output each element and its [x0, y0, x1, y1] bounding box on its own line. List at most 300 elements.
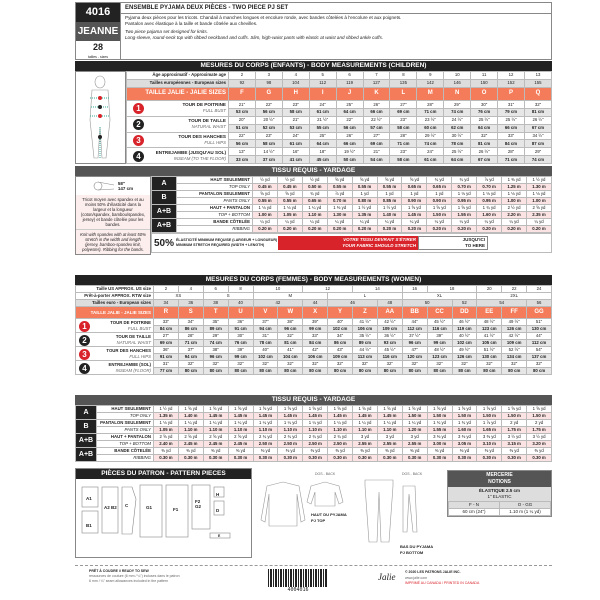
- cm-cell: 126 cm: [502, 326, 527, 333]
- cm-cell: 77 cm: [154, 368, 179, 375]
- yard-cell: 1 ¼ yd: [178, 420, 203, 427]
- rtw-row: [76, 293, 552, 300]
- view-letter: A+B: [152, 219, 177, 233]
- age-row-cell: 5: [309, 72, 336, 80]
- meter-cell: 1.50 m: [427, 413, 452, 420]
- footer-divider: [75, 565, 552, 566]
- yardage-row: [76, 420, 552, 427]
- yard-cell: ⅜ yd: [154, 448, 179, 455]
- meter-cell: 1.05 m: [277, 212, 302, 219]
- euro-row-women-cell: 40: [228, 300, 253, 307]
- yard-cell: 1 ⅝ yd: [402, 406, 427, 413]
- meter-cell: 0.45 m: [253, 184, 278, 191]
- cm-cell: 80 cm: [427, 368, 452, 375]
- inch-cell: 32": [278, 333, 303, 340]
- yard-cell: 2 yd: [502, 420, 527, 427]
- inch-cell: 42": [303, 347, 328, 354]
- inch-cell: 32": [328, 361, 353, 368]
- piece-label: F1: [173, 507, 179, 512]
- yard-cell: 1 ⅝ yd: [527, 406, 552, 413]
- meter-cell: 1.00 m: [253, 212, 278, 219]
- inch-cell: 24 ½": [444, 116, 471, 124]
- yard-cell: 1 ¼ yd: [228, 420, 253, 427]
- yard-cell: 1 ⅝ yd: [278, 406, 303, 413]
- cm-cell: 109 cm: [377, 326, 402, 333]
- cm-cell: 74 cm: [444, 108, 471, 116]
- cm-cell: 123 cm: [427, 354, 452, 361]
- meter-cell: 1.75 m: [527, 427, 552, 434]
- notions: [447, 470, 552, 517]
- inch-cell: 31": [253, 333, 278, 340]
- inch-cell: 42 ½": [502, 333, 527, 340]
- meter-cell: 1.05 m: [154, 427, 179, 434]
- meter-cell: 1.10 m: [228, 427, 253, 434]
- inch-cell: 28": [417, 101, 444, 109]
- inch-cell: 32": [203, 361, 228, 368]
- yard-cell: 2 ⅝ yd: [154, 434, 179, 441]
- cm-cell: 99 cm: [228, 354, 253, 361]
- rtw-row-cell: M: [253, 293, 328, 300]
- cm-cell: 80 cm: [203, 368, 228, 375]
- age-row-cell: 9: [417, 72, 444, 80]
- cm-cell: 84 cm: [498, 140, 525, 148]
- view-letter: B: [76, 420, 97, 434]
- cm-cell: 45 cm: [309, 156, 336, 164]
- meter-cell: 0.30 m: [477, 455, 502, 462]
- inch-cell: 44": [527, 333, 552, 340]
- cm-cell: 80 cm: [353, 368, 378, 375]
- yardage-row: [76, 448, 552, 455]
- cm-cell: 80 cm: [228, 368, 253, 375]
- inch-cell: 20": [229, 116, 256, 124]
- yard-cell: ⅝ yd: [352, 177, 377, 184]
- age-row-cell: 11: [471, 72, 498, 80]
- yard-cell: ⅝ yd: [327, 177, 352, 184]
- notions-table: [448, 501, 551, 516]
- inch-cell: 25": [336, 101, 363, 109]
- meter-cell: 1.75 m: [502, 427, 527, 434]
- inch-cell: 39": [303, 319, 328, 326]
- meter-cell: 1.45 m: [402, 212, 427, 219]
- inch-cell: 48 ½": [427, 347, 452, 354]
- meter-cell: 1.60 m: [452, 427, 477, 434]
- euro-row-cell: 104: [282, 79, 309, 87]
- euro-row-women-cell: 36: [178, 300, 203, 307]
- inch-cell: 23": [255, 132, 282, 140]
- meter-cell: 1.10 m: [278, 427, 303, 434]
- yard-cell: ⅜ yd: [328, 448, 353, 455]
- barcode-number: 4004016: [287, 587, 309, 593]
- yardage-label: HAUT + PANTALON: [97, 434, 154, 441]
- yard-cell: 1 ⅛ yd: [253, 205, 278, 212]
- inch-cell: 49 ½": [452, 347, 477, 354]
- euro-row-women-cell: 44: [303, 300, 328, 307]
- cm-cell: 80 cm: [527, 368, 552, 375]
- age-row-cell: 6: [336, 72, 363, 80]
- cm-cell: 91 cm: [154, 354, 179, 361]
- stretch-target: JUSQU'ICI TO HERE: [418, 236, 488, 250]
- euro-row-cell: 135: [390, 79, 417, 87]
- meter-cell: 0.70 m: [327, 198, 352, 205]
- cm-cell: 57 cm: [363, 124, 390, 132]
- inch-cell: 16": [282, 148, 309, 156]
- jalie-row-cell: G: [255, 87, 282, 100]
- us-row-cell: 20: [477, 286, 502, 293]
- meter-cell: 0.30 m: [154, 455, 179, 462]
- meter-cell: 1.50 m: [402, 413, 427, 420]
- meter-cell: 0.50 m: [302, 184, 327, 191]
- pattern-pieces: [75, 468, 252, 558]
- jalie-row-women-cell: DD: [452, 307, 477, 319]
- us-row-cell: 4: [178, 286, 203, 293]
- inch-cell: 43": [328, 347, 353, 354]
- yard-cell: 1 ⅛ yd: [477, 191, 502, 198]
- meter-cell: 3.10 m: [477, 441, 502, 448]
- rtw-row-cell: 2XL: [477, 293, 552, 300]
- meter-cell: 1.20 m: [402, 427, 427, 434]
- euro-row-women-cell: 46: [328, 300, 378, 307]
- inch-cell: 35 ½": [353, 333, 378, 340]
- euro-row-cell: 92: [229, 79, 256, 87]
- cm-cell: 71 cm: [417, 108, 444, 116]
- yard-cell: ⅜ yd: [427, 448, 452, 455]
- yardage-label: HAUT + PANTALON: [177, 205, 253, 212]
- cm-cell: 109 cm: [328, 354, 353, 361]
- inch-cell: 48 ½": [477, 319, 502, 326]
- yard-cell: 1 ⅛ yd: [502, 191, 527, 198]
- yard-cell: 3 ⅜ yd: [477, 434, 502, 441]
- euro-row-women-label: Tailles euro - European sizes: [76, 300, 154, 307]
- cm-cell: 102 cm: [253, 354, 278, 361]
- jalie-row-women-cell: W: [278, 307, 303, 319]
- piece-label: D: [216, 508, 220, 513]
- cm-cell: 102 cm: [328, 326, 353, 333]
- meter-cell: 1.10 m: [302, 212, 327, 219]
- meter-cell: 0.20 m: [253, 226, 278, 233]
- stretch-en: MINIMUM STRETCH REQUIRED (WIDTH + LENGTH): [176, 243, 265, 247]
- cm-cell: 74 cm: [203, 340, 228, 347]
- women-table: [75, 285, 552, 375]
- yard-cell: 1 ½ yd: [352, 205, 377, 212]
- inch-cell: 29 ½": [417, 132, 444, 140]
- inch-cell: 46 ½": [452, 319, 477, 326]
- euro-row-cell: 127: [363, 79, 390, 87]
- us-row-cell: 8: [228, 286, 253, 293]
- meter-cell: 1.00 m: [526, 198, 551, 205]
- meter-cell: 0.30 m: [452, 455, 477, 462]
- inch-cell: 29": [203, 333, 228, 340]
- meter-cell: 1.45 m: [353, 413, 378, 420]
- cm-cell: 80 cm: [452, 368, 477, 375]
- view-letter: A: [152, 177, 177, 191]
- meter-cell: 1.50 m: [452, 413, 477, 420]
- jalie-row-women-label: TAILLE JALIE - JALIE SIZES: [76, 307, 154, 319]
- euro-row-women: [76, 300, 552, 307]
- yard-cell: 3 yd: [402, 434, 427, 441]
- piece-label: C: [125, 503, 129, 508]
- cm-cell: 80 cm: [278, 368, 303, 375]
- measure-row: [127, 132, 552, 140]
- yard-cell: ⅜ yd: [452, 448, 477, 455]
- yard-cell: 1 ¼ yd: [328, 420, 353, 427]
- yard-cell: 1 ⅝ yd: [452, 406, 477, 413]
- yard-cell: 1 ¼ yd: [353, 420, 378, 427]
- yard-cell: 1 ⅛ yd: [452, 191, 477, 198]
- inch-cell: 41 ½": [477, 333, 502, 340]
- yard-cell: ½ yd: [277, 177, 302, 184]
- cm-cell: 58 cm: [390, 124, 417, 132]
- inch-cell: 29": [444, 101, 471, 109]
- cm-cell: 99 cm: [427, 340, 452, 347]
- yard-cell: 1 yd: [427, 191, 452, 198]
- yard-cell: 1 ⅜ yd: [327, 205, 352, 212]
- meter-cell: 0.55 m: [253, 198, 278, 205]
- euro-row: [127, 79, 552, 87]
- meter-cell: 0.30 m: [253, 455, 278, 462]
- cm-cell: 81 cm: [278, 340, 303, 347]
- cm-cell: 66 cm: [336, 140, 363, 148]
- meter-cell: 0.45 m: [277, 184, 302, 191]
- inch-cell: 44 ½": [353, 347, 378, 354]
- yardage-label: PANTALON SEULEMENT: [177, 191, 253, 198]
- inch-cell: 24": [417, 148, 444, 156]
- meter-cell: 1.40 m: [178, 413, 203, 420]
- meter-cell: 1.30 m: [526, 184, 551, 191]
- inch-cell: 38": [278, 319, 303, 326]
- inch-cell: 33": [303, 333, 328, 340]
- yard-cell: 1 ½ yd: [377, 205, 402, 212]
- jalie-row-cell: M: [417, 87, 444, 100]
- meter-cell: 0.20 m: [402, 226, 427, 233]
- number-badge-icon: 4: [79, 363, 90, 374]
- meter-cell: 0.20 m: [452, 226, 477, 233]
- cm-cell: 61 cm: [417, 156, 444, 164]
- pattern-name: JEANNE: [76, 22, 120, 41]
- meter-cell: 1.10 m: [203, 427, 228, 434]
- inch-cell: 34": [328, 333, 353, 340]
- inch-cell: 32": [471, 132, 498, 140]
- yardage-label: BANDE CÔTELÉE: [177, 219, 253, 226]
- yard-cell: ¼ yd: [377, 219, 402, 226]
- piece-label: E: [218, 534, 221, 538]
- us-row-cell: 2: [154, 286, 179, 293]
- cm-cell: 64 cm: [336, 108, 363, 116]
- meter-cell: 0.30 m: [502, 455, 527, 462]
- yard-cell: 1 ¼ yd: [278, 420, 303, 427]
- children-yardage-title: TISSU REQUIS - YARDAGE: [75, 166, 552, 176]
- cm-cell: 137 cm: [527, 354, 552, 361]
- yard-cell: 1 ⅝ yd: [328, 406, 353, 413]
- yard-cell: ¼ yd: [427, 219, 452, 226]
- measure-row: [76, 347, 552, 354]
- inch-cell: 40 ½": [452, 333, 477, 340]
- stretch-bar: VOTRE TISSU DEVRAIT S'ÉTIRER YOUR FABRIC SHOULD STRETCH: [278, 236, 418, 250]
- cm-cell: 130 cm: [527, 326, 552, 333]
- yardage-label-en: TOP + BOTTOM: [97, 441, 154, 448]
- us-row-cell: 12: [303, 286, 353, 293]
- measure-label: 1 TOUR DE POITRINE FULL BUST: [127, 101, 229, 117]
- yardage-label: PANTALON SEULEMENT: [97, 420, 154, 427]
- inch-cell: 33": [498, 132, 525, 140]
- meter-cell: 0.20 m: [502, 226, 527, 233]
- desc-en: Two piece pajama set designed for knits. Long-sleeve, round-neck top with ribbed neckband and cuffs. Slim, high-waist pants with elastic at waist and ribbed ankle cuffs.: [125, 29, 384, 40]
- inch-cell: 13": [229, 148, 256, 156]
- yard-cell: 2 yd: [527, 420, 552, 427]
- meter-cell: 1.10 m: [328, 427, 353, 434]
- meter-cell: 3.00 m: [427, 441, 452, 448]
- women-yardage-table: [75, 405, 552, 462]
- meter-cell: 1.45 m: [203, 413, 228, 420]
- cm-cell: 80 cm: [253, 368, 278, 375]
- cm-cell: 78 cm: [444, 140, 471, 148]
- notions-col: O - GG: [500, 502, 551, 509]
- measure-label: 4 ENTREJAMBE (JUSQU'AU SOL) INSEAM (TO THE FLOOR): [127, 148, 229, 164]
- cm-cell: 116 cm: [377, 354, 402, 361]
- inch-cell: 31": [154, 361, 179, 368]
- age-row-cell: 8: [390, 72, 417, 80]
- yardage-row-m: [152, 198, 552, 205]
- yard-cell: 1 ⅝ yd: [178, 406, 203, 413]
- inch-cell: 24": [282, 132, 309, 140]
- meter-cell: 1.35 m: [352, 212, 377, 219]
- inch-cell: 32": [178, 361, 203, 368]
- us-row-cell: 10: [253, 286, 303, 293]
- meter-cell: 0.20 m: [302, 226, 327, 233]
- inch-cell: 14 ½": [255, 148, 282, 156]
- euro-row-women-cell: 52: [452, 300, 477, 307]
- copyright: © 2020 LES PATRONS JALIE INC. www.jalie.com IMPRIMÉ AU CANADA / PRINTED IN CANADA: [405, 570, 480, 585]
- meter-cell: 2.50 m: [328, 441, 353, 448]
- meter-cell: 0.30 m: [328, 455, 353, 462]
- euro-row-label: Tailles européennes - European sizes: [127, 79, 229, 87]
- yard-cell: 2 ¾ yd: [253, 434, 278, 441]
- inch-cell: 39": [427, 333, 452, 340]
- cm-cell: 80 cm: [377, 368, 402, 375]
- yard-cell: ½ yd: [253, 177, 278, 184]
- meter-cell: 0.55 m: [327, 184, 352, 191]
- children-table: [126, 71, 552, 164]
- yard-cell: 2 ⅝ yd: [178, 434, 203, 441]
- inch-cell: 32": [228, 361, 253, 368]
- cm-cell: 126 cm: [452, 354, 477, 361]
- yardage-row-m: [152, 226, 552, 233]
- meter-cell: 0.55 m: [277, 198, 302, 205]
- yard-cell: ⅜ yd: [527, 448, 552, 455]
- children-yardage-table: [151, 176, 552, 233]
- yard-cell: 3 ½ yd: [502, 434, 527, 441]
- jalie-row-cell: P: [498, 87, 525, 100]
- yardage-label-en: RIBBING: [177, 226, 253, 233]
- meter-cell: 0.80 m: [352, 198, 377, 205]
- meter-cell: 2.40 m: [154, 441, 179, 448]
- jalie-row-cell: Q: [524, 87, 551, 100]
- yardage-row-m: [152, 212, 552, 219]
- meter-cell: 1.40 m: [377, 212, 402, 219]
- yardage-label-en: TOP + BOTTOM: [177, 212, 253, 219]
- yard-cell: 1 ⅛ yd: [526, 191, 551, 198]
- yard-cell: 1 ⅝ yd: [203, 406, 228, 413]
- meter-cell: 2.45 m: [203, 441, 228, 448]
- yardage-label-en: PANTS ONLY: [177, 198, 253, 205]
- cm-cell: 94 cm: [178, 354, 203, 361]
- cm-cell: 60 cm: [417, 124, 444, 132]
- us-row-cell: 18: [427, 286, 477, 293]
- yardage-label-en: RIBBING: [97, 455, 154, 462]
- cm-cell: 62 cm: [444, 124, 471, 132]
- fabric-note-fr: Tricot moyen avec spandex et au moins 50% d'élasticité dans la largeur et la longueur (coton/spandex, bambou/spandex, jersey) et bande côtelée pour les bandes.: [76, 195, 150, 229]
- yardage-row-m: [76, 441, 552, 448]
- yard-cell: ¼ yd: [402, 219, 427, 226]
- yard-cell: 3 yd: [377, 434, 402, 441]
- jalie-row-women-cell: V: [253, 307, 278, 319]
- cm-cell: 81 cm: [524, 108, 551, 116]
- yard-cell: ⅝ yd: [277, 191, 302, 198]
- yardage-row: [76, 434, 552, 441]
- yard-cell: ⅜ yd: [278, 448, 303, 455]
- inch-cell: 42 ½": [377, 319, 402, 326]
- inch-cell: 27": [154, 333, 179, 340]
- yardage-row-m: [76, 427, 552, 434]
- inch-cell: 21": [363, 148, 390, 156]
- yardage-row: [152, 191, 552, 198]
- measure-row: [127, 101, 552, 109]
- yard-cell: 1 ⅝ yd: [402, 205, 427, 212]
- view-letter: B: [152, 191, 177, 205]
- women-yardage: [75, 395, 552, 462]
- inch-cell: 26": [336, 132, 363, 140]
- age-row-cell: 3: [255, 72, 282, 80]
- back-label-top: DOS - BACK: [315, 472, 336, 476]
- piece-label: F2 G2: [195, 499, 202, 509]
- euro-row-cell: 112: [309, 79, 336, 87]
- jalie-row-women-cell: S: [178, 307, 203, 319]
- rtw-row-cell: XS: [154, 293, 204, 300]
- yard-cell: 1 yd: [377, 191, 402, 198]
- measure-label: 4 ENTREJAMBE (SOL) INSEAM (FLOOR): [76, 361, 154, 375]
- cm-cell: 69 cm: [363, 140, 390, 148]
- jalie-row-women: [76, 307, 552, 319]
- cm-cell: 87 cm: [524, 140, 551, 148]
- view-letter: A+B: [152, 205, 177, 219]
- cm-cell: 76 cm: [228, 340, 253, 347]
- meter-cell: 1.45 m: [278, 413, 303, 420]
- cm-cell: 120 cm: [402, 354, 427, 361]
- notions-title: MERCERIE NOTIONS: [448, 471, 551, 487]
- cm-cell: 78 cm: [253, 340, 278, 347]
- jalie-row-women-cell: BB: [402, 307, 427, 319]
- us-row-cell: 22: [502, 286, 527, 293]
- measure-label: 2 TOUR DE TAILLE NATURAL WAIST: [76, 333, 154, 347]
- cm-cell: 69 cm: [154, 340, 179, 347]
- inch-cell: 20 ½": [255, 116, 282, 124]
- view-letter: A+B: [76, 434, 97, 448]
- inch-cell: 22": [229, 132, 256, 140]
- yardage-row: [152, 205, 552, 212]
- inch-cell: 28": [390, 132, 417, 140]
- meter-cell: 0.30 m: [203, 455, 228, 462]
- euro-row-women-cell: 48: [377, 300, 402, 307]
- meter-cell: 2.55 m: [377, 441, 402, 448]
- meter-cell: 0.20 m: [427, 226, 452, 233]
- yardage-row-m: [152, 184, 552, 191]
- meter-cell: 0.55 m: [377, 184, 402, 191]
- cm-cell: 86 cm: [178, 326, 203, 333]
- meter-cell: 1.10 m: [377, 427, 402, 434]
- inch-cell: 51 ½": [477, 347, 502, 354]
- age-row: [127, 72, 552, 80]
- meter-cell: 0.65 m: [402, 184, 427, 191]
- inch-cell: 32": [353, 361, 378, 368]
